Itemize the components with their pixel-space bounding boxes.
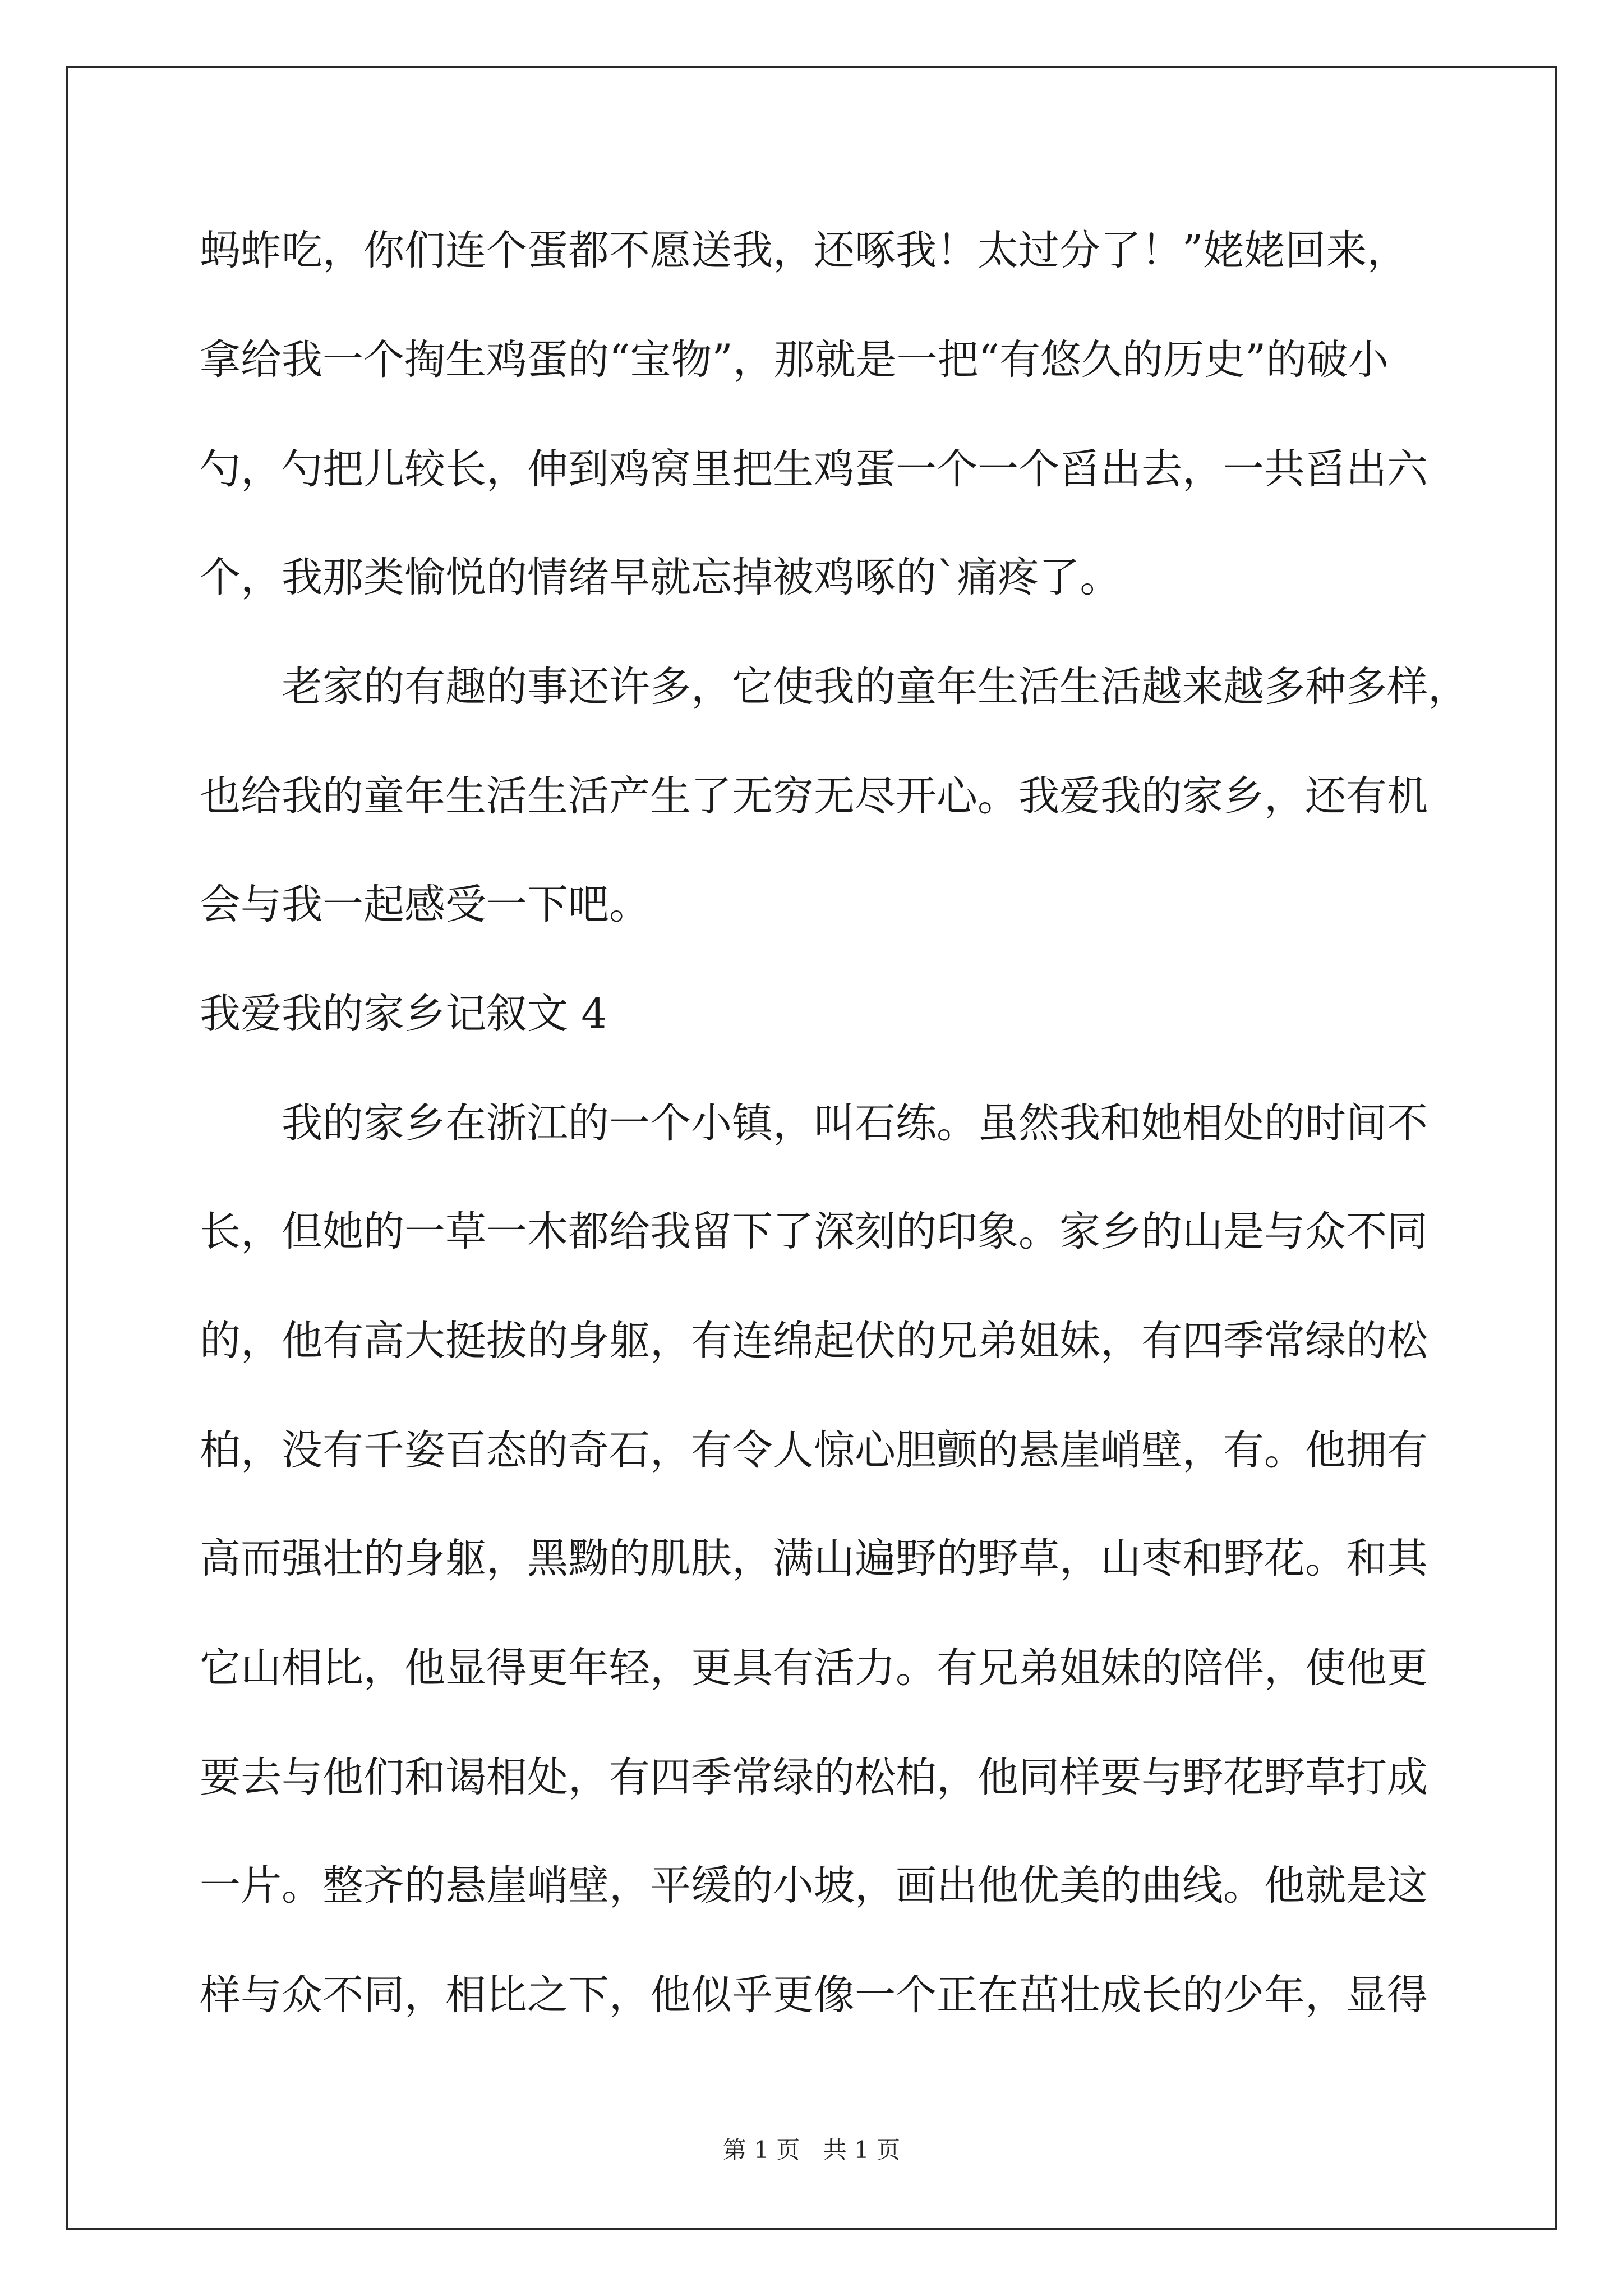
paragraph-first-line: 老家的有趣的事还许多，它使我的童年生活生活越来越多种多样， (282, 663, 1469, 711)
text-line: 会与我一起感受一下吧。 (200, 881, 650, 928)
text-line: 高而强壮的身躯，黑黝的肌肤，满山遍野的野草，山枣和野花。和其 (200, 1535, 1428, 1582)
text-line: 拿给我一个掏生鸡蛋的“宝物”，那就是一把“有悠久的历史”的破小 (200, 336, 1389, 384)
text-line: 也给我的童年生活生活产生了无穷无尽开心。我爱我的家乡，还有机 (200, 772, 1428, 820)
text-line: 要去与他们和谒相处，有四季常绿的松柏，他同样要与野花野草打成 (200, 1754, 1428, 1801)
text-line: 的，他有高大挺拔的身躯，有连绵起伏的兄弟姐妹，有四季常绿的松 (200, 1317, 1428, 1365)
page-total: 共 1 页 (823, 2136, 901, 2164)
text-line: 蚂蚱吃，你们连个蛋都不愿送我，还啄我！太过分了！”姥姥回来， (200, 227, 1408, 274)
page-number: 第 1 页 (722, 2136, 800, 2164)
text-line: 勺，勺把儿较长，伸到鸡窝里把生鸡蛋一个一个舀出去，一共舀出六 (200, 445, 1428, 493)
text-line: 它山相比，他显得更年轻，更具有活力。有兄弟姐妹的陪伴，使他更 (200, 1644, 1428, 1692)
text-line: 柏，没有千姿百态的奇石，有令人惊心胆颤的悬崖峭壁，有。他拥有 (200, 1427, 1428, 1474)
page-footer (0, 2132, 1623, 2165)
text-line: 样与众不同，相比之下，他似乎更像一个正在茁壮成长的少年，显得 (200, 1971, 1428, 2019)
text-line: 个，我那类愉悦的情绪早就忘掉被鸡啄的`痛疼了。 (200, 554, 1121, 601)
paragraph-first-line: 我的家乡在浙江的一个小镇，叫石练。虽然我和她相处的时间不 (282, 1099, 1428, 1147)
text-line: 一片。整齐的悬崖峭壁，平缓的小坡，画出他优美的曲线。他就是这 (200, 1862, 1428, 1910)
section-heading: 我爱我的家乡记叙文 4 (200, 990, 607, 1038)
text-line: 长，但她的一草一木都给我留下了深刻的印象。家乡的山是与众不同 (200, 1208, 1428, 1255)
